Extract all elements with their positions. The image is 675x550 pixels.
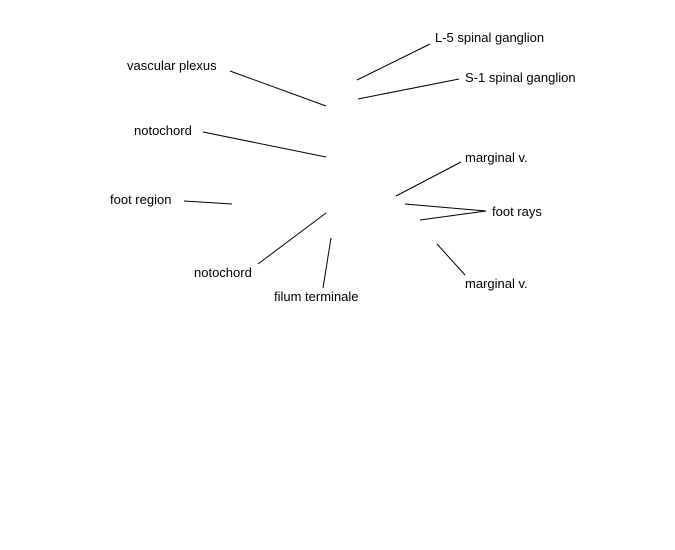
label-vascular-plexus: vascular plexus	[127, 58, 217, 73]
label-marginal-v-upper: marginal v.	[465, 150, 528, 165]
leader-foot-rays-upper	[405, 204, 486, 211]
leader-marginal-v-lower	[437, 244, 465, 275]
leader-l5-spinal-ganglion	[357, 44, 430, 80]
label-l5-spinal-ganglion: L-5 spinal ganglion	[435, 30, 545, 45]
leader-notochord-upper	[203, 132, 326, 157]
label-foot-rays: foot rays	[492, 204, 542, 219]
label-marginal-v-lower: marginal v.	[465, 276, 528, 291]
label-filum-terminale: filum terminale	[274, 289, 359, 304]
leader-s1-spinal-ganglion	[358, 79, 459, 99]
label-notochord-lower: notochord	[194, 265, 252, 280]
leader-vascular-plexus	[230, 71, 326, 106]
leader-foot-rays-lower	[420, 211, 486, 220]
label-s1-spinal-ganglion: S-1 spinal ganglion	[465, 70, 576, 85]
leader-filum-terminale	[323, 238, 331, 288]
label-notochord-upper: notochord	[134, 123, 192, 138]
leader-notochord-lower	[258, 213, 326, 264]
label-foot-region: foot region	[110, 192, 172, 207]
leader-foot-region	[184, 201, 232, 204]
leader-marginal-v-upper	[396, 162, 461, 196]
